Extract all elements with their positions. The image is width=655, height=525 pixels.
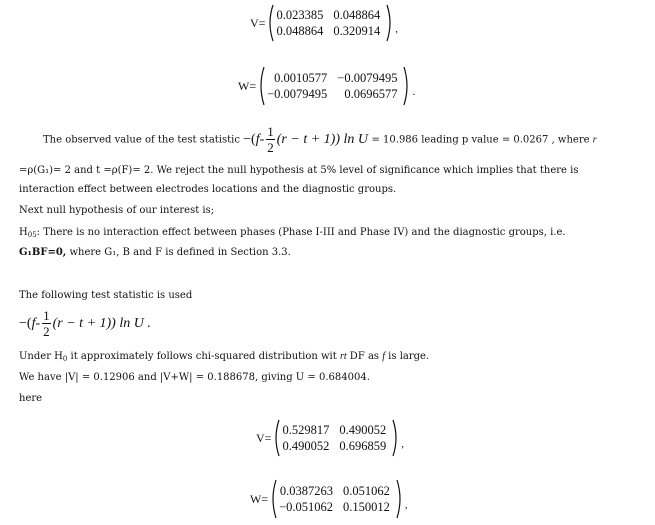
formula-part: (r − t + 1)) ln U . xyxy=(52,316,151,331)
body-text: We have |V| = 0.12906 and |V+W| = 0.188678, giving U = 0.684004. xyxy=(19,372,370,383)
statistic-line xyxy=(43,124,597,156)
subscript: 0 xyxy=(62,355,68,363)
matrix-cell: 0.048864 xyxy=(333,8,381,22)
matrix-v-1 xyxy=(250,4,398,42)
matrix-cell: 0.023385 xyxy=(276,8,324,22)
formula-part: f xyxy=(255,131,260,147)
body-text: =ρ(G₁)= 2 and t =ρ(F)= 2. We reject the null hypothesis at 5% level of significance which implies that there is xyxy=(19,165,579,176)
matrix-cell: 0.0696577 xyxy=(344,87,398,101)
body-text: where G₁, B and F is defined in Section 3.3. xyxy=(66,247,291,258)
body-line xyxy=(19,290,192,302)
formula-part: - xyxy=(35,316,41,331)
right-paren-icon xyxy=(396,479,404,519)
matrix-label: W= xyxy=(250,491,269,506)
test-statistic-formula xyxy=(19,308,151,340)
body-text: f xyxy=(382,351,385,362)
matrix-cell: 0.490052 xyxy=(282,439,330,453)
left-paren-icon xyxy=(269,479,277,519)
matrix-cell: −0.051062 xyxy=(279,500,334,514)
fraction-denominator: 2 xyxy=(43,324,50,340)
matrix-punct: , xyxy=(404,499,408,511)
body-text: Next null hypothesis of our interest is; xyxy=(19,205,215,216)
matrix-punct: , xyxy=(401,438,404,450)
body-text: The observed value of the test statistic xyxy=(43,134,240,146)
matrix-cell: −0.0079495 xyxy=(267,87,328,101)
body-text: Under H xyxy=(19,351,63,362)
body-line xyxy=(19,393,42,405)
matrix-table xyxy=(277,483,396,515)
matrix-punct: . xyxy=(412,86,416,98)
matrix-table xyxy=(265,70,403,102)
body-line xyxy=(19,184,396,196)
subscript: 05 xyxy=(27,231,37,239)
left-paren-icon xyxy=(257,66,265,106)
body-text: = 10.986 leading p value = 0.0267 , where xyxy=(371,134,593,146)
matrix-w-2 xyxy=(250,479,408,519)
body-text: r xyxy=(592,134,597,146)
right-paren-icon xyxy=(403,66,411,106)
fraction-numerator: 1 xyxy=(43,308,50,324)
matrix-cell: 0.0010577 xyxy=(274,71,328,85)
matrix-cell: 0.0387263 xyxy=(279,484,334,498)
formula-part: −( xyxy=(19,316,32,331)
fraction-numerator: 1 xyxy=(267,124,274,139)
body-line xyxy=(19,227,566,241)
matrix-w-1 xyxy=(238,66,415,106)
matrix-table xyxy=(280,422,392,454)
matrix-v-2 xyxy=(256,419,404,457)
fraction xyxy=(266,124,275,155)
right-paren-icon xyxy=(386,4,394,42)
body-line xyxy=(19,372,370,384)
matrix-cell: 0.048864 xyxy=(276,24,324,38)
fraction xyxy=(42,308,51,339)
matrix-cell: 0.529817 xyxy=(282,423,330,437)
left-paren-icon xyxy=(266,4,274,42)
matrix-label: V= xyxy=(250,15,266,30)
body-text: is large. xyxy=(385,351,430,362)
formula-part: (r − t + 1)) ln U xyxy=(276,131,368,147)
body-text: rt xyxy=(339,351,347,362)
matrix-cell: 0.490052 xyxy=(339,423,387,437)
formula-part: −( xyxy=(243,131,256,147)
body-line xyxy=(19,247,291,259)
matrix-cell: −0.0079495 xyxy=(337,71,398,85)
body-text-bold: G₁BF=0, xyxy=(19,247,67,258)
body-text: The following test statistic is used xyxy=(19,290,193,301)
body-text: : There is no interaction effect between phases (Phase I-III and Phase IV) and the diagnostic groups, i.e. xyxy=(36,227,566,238)
matrix-cell: 0.150012 xyxy=(343,500,390,514)
matrix-punct: , xyxy=(395,23,398,35)
formula-line xyxy=(19,308,151,341)
body-text: DF as xyxy=(346,351,383,362)
body-text: it approximately follows chi-squared distribution wit xyxy=(67,351,340,362)
formula-part: - xyxy=(259,131,265,147)
body-line xyxy=(19,351,429,365)
body-text: interaction effect between electrodes locations and the diagnostic groups. xyxy=(19,184,397,195)
matrix-cell: 0.696859 xyxy=(339,439,387,453)
matrix-cell: 0.320914 xyxy=(333,24,381,38)
matrix-cell: 0.051062 xyxy=(343,484,390,498)
body-line xyxy=(19,165,578,177)
left-paren-icon xyxy=(272,419,280,457)
matrix-label: V= xyxy=(256,430,272,445)
body-text: H xyxy=(19,227,28,238)
matrix-table xyxy=(274,7,386,39)
formula-part: f xyxy=(31,316,36,331)
body-text: here xyxy=(19,393,43,404)
test-statistic-formula xyxy=(243,124,371,155)
body-line xyxy=(19,205,214,217)
right-paren-icon xyxy=(392,419,400,457)
fraction-denominator: 2 xyxy=(267,140,274,155)
matrix-label: W= xyxy=(238,78,257,93)
